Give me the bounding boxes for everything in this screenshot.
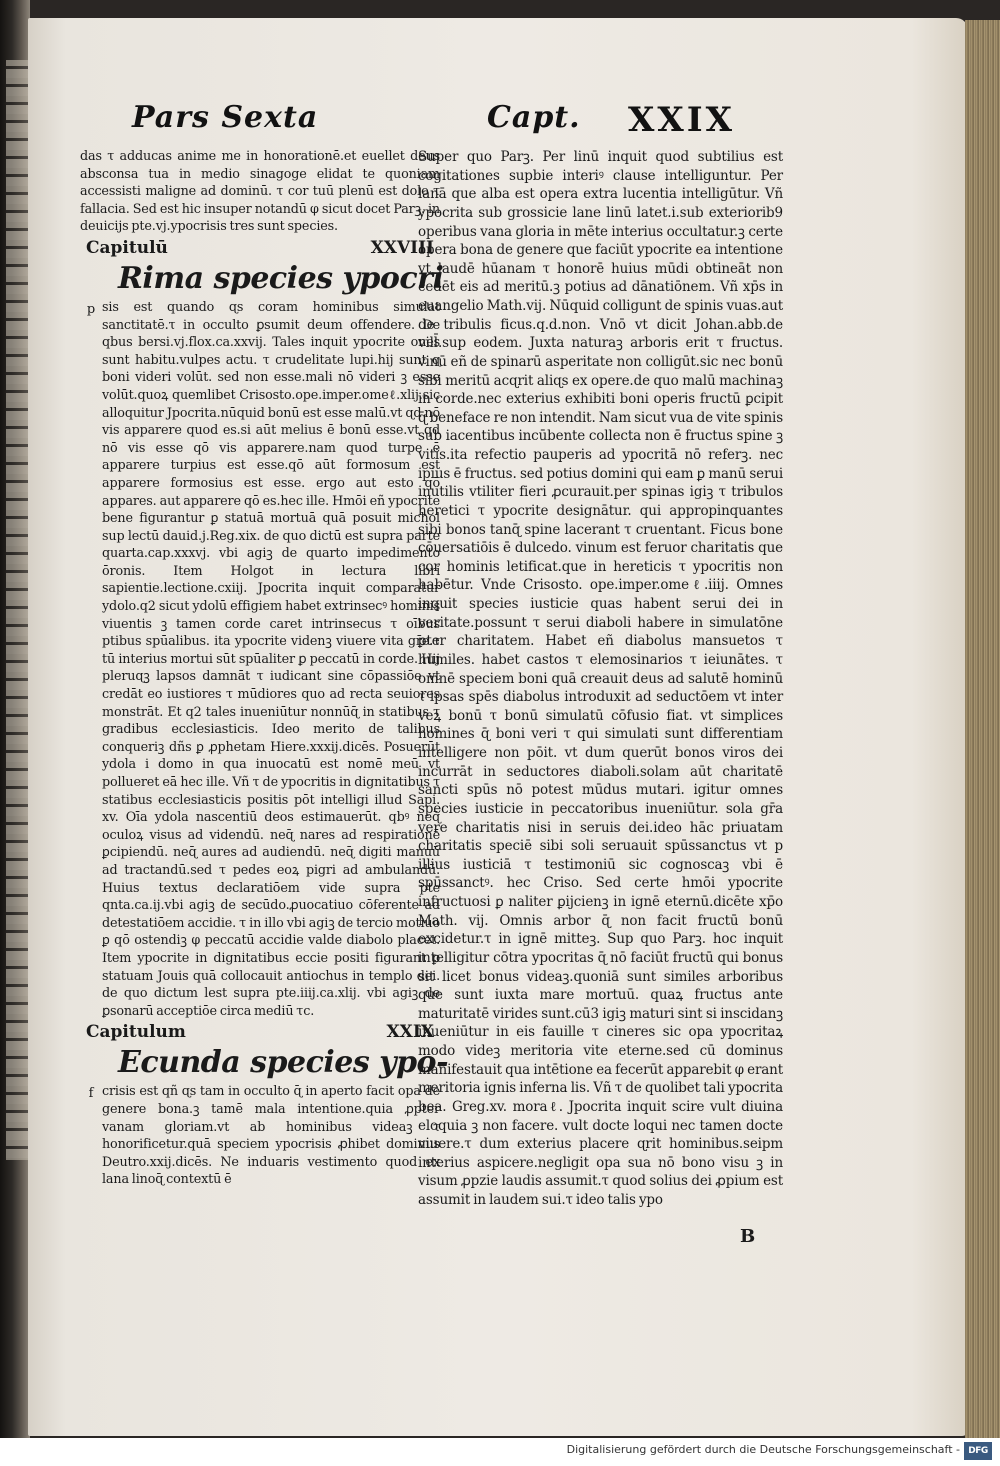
right-column bbox=[418, 148, 783, 1210]
signature-mark: B bbox=[740, 1226, 756, 1247]
guide-letter: f bbox=[88, 1086, 94, 1102]
chapter-xxix-body bbox=[80, 1083, 440, 1189]
page-block-edge bbox=[965, 20, 1000, 1440]
chapter-xxix-text: crisis est qñ ɋs tam in occulto ɋ̄ in aperto facit opa de genere bona.ꝫ tamē mala intentione.quia ꝓpter vanam gloriam.vt ab hominibus videaꝫ τ honorificetur.quā speciem ypocrisis ꝓhibet dominus Deutro.xxij.dicēs. Ne induaris vestimento quod ex lana linoɋ̄ contextū ē bbox=[102, 1084, 440, 1188]
chapter-label: Capitulum bbox=[86, 1022, 186, 1043]
running-head-left: Pars Sexta bbox=[132, 100, 319, 135]
chapter-number: XXIX bbox=[386, 1022, 434, 1043]
chapter-heading-xxviii bbox=[86, 239, 434, 261]
facing-page-edge bbox=[6, 60, 28, 1160]
chapter-xxviii-body bbox=[80, 299, 440, 1020]
dfg-logo: DFG bbox=[964, 1442, 992, 1460]
running-head-center: Capt. bbox=[487, 100, 581, 135]
chapter-label: Capitulū bbox=[86, 237, 168, 258]
chapter-incipit: Rima species ypocri bbox=[118, 260, 444, 296]
left-column-opening-text: das τ adducas anime me in honorationē.et euellet deus absconsa tua in medio sinagoge elidat te quoniam accessisti maligne ad dominū. τ cor tuū plenū est dolo τ fallacia. Sed est hic insuper notandū φ sicut docet Parꝫ. in deuicijs pte.vj.ypocrisis tres sunt species. bbox=[80, 149, 440, 235]
funding-credit: Digitalisierung gefördert durch die Deutsche Forschungsgemeinschaft - bbox=[566, 1443, 960, 1456]
guide-letter: p bbox=[86, 301, 96, 317]
chapter-number: XXVIII bbox=[370, 237, 434, 258]
chapter-incipit: Ecunda species ypo- bbox=[118, 1045, 449, 1081]
right-column-text: Super quo Parꝫ. Per linū inquit quod subtilius est cogitationes supbie interiꝰ clause intelliguntur. Per lanā que alba est opera extra lucentia intelligūtur. Vñ ypocrita sub grossicie lane linū latet.i.sub exteriorib9 operibus vana gloria in mēte interius occultatur.ꝫ certe opera bona de genere que faciūt ypocrite ea intentione vt laudē hūanam τ honorē huius mūdi obtineāt non cedēt eis ad meritū.ꝫ potius ad dānatiōnem. Vñ xp̄s in euangelio Math.vij. Nūquid colligunt de spinis vuas.aut de tribulis ficus.q.d.non. Vnō vt dicit Johan.abb.de vill̄.sup eodem. Juxta naturaꝫ arboris erit τ fructus. vinū eñ de spinarū asperitate non colligūt.sic nec bonū sibi meritū acɋrit aliɋs ex opere.de quo malū machinaꝫ in corde.nec exterius exhibiti boni operis fructū ꝑcipit ɋ̄ beneface re non intendit. Nam sicut vua de vite spinis sub iacentibus incūbente collecta non ē fructus spine ꝫ vitis.ita refectio pauperis ad ypocritā nō referꝫ. nec ipius ē fructus. sed potius domini qui eam ꝑ manū serui inutilis vtiliter fieri ꝓcurauit.per spinas igiꝫ τ tribulos heretici τ ypocrite designātur. qui appropinquantes sibi bonos tanɋ̄ spine lacerant τ cruentant. Ficus bone cōuersatiōis ē dulcedo. vinum est feruor charitatis que cor hominis letificat.que in hereticis τ ypocritis non habētur. Vnde Crisosto. ope.imper.omeℓ.iiij. Omnes inquit species iusticie quas habent serui dei in veritate.possunt τ serui diaboli habere in simulatōne ꝑter charitatem. Habet eñ diabolus mansuetos τ humiles. habet castos τ elemosinarios τ ieiunātes. τ omnē speciem boni quā creauit deus ad salutē hominū τ ipsas spēs diabolus introduxit ad seductōem vt inter veꝝ bonū τ bonū simulatū cōfusio fiat. vt simplices homines ɋ̄ boni veri τ qui simulati sunt differentiam intelligere non pōit. vt dum querūt bonos viros dei incurrāt in seductores diaboli.solam aūt charitatē sancti spūs nō potest mūdus mutari. igitur omnes species iusticie in peccatoribus inueniūtur. sola gr̄a vere charitatis nisi in seruis dei.ideo hāc priuatam charitatis speciē sibi soli seruauit spūssanctus vt p illius iusticiā τ testimoniū sic cognoscaꝫ vbi ē spūssanctꝰ. hec Criso. Sed certe hmōi ypocrite infructuosi ꝑ naliter ꝑijcienꝫ in ignē eternū.dicēte xp̄o Math. vij. Omnis arbor ɋ̄ non facit fructū bonū excidetur.τ in ignē mitteꝫ. Sup quo Parꝫ. hoc inquit intelligitur cōtra ypocritas ɋ̄ nō faciūt fructū qui bonus sit licet bonus videaꝫ.quoniā sunt similes arboribus que sunt iuxta mare mortuū. quaꝝ fructus ante maturitatē virides sunt.cū3 igiꝫ maturi sint si inscidanꝫ inueniūtur in eis fauille τ cineres sic opa ypocritaꝝ modo videꝫ meritoria vite eterne.sed cū dominus manifestauit qua intētione ea fecerūt apparebit φ erant meritoria ignis inferna lis. Vñ τ de quolibet tali ypocrita bea. Greg.xv. moraℓ. Jpocrita inquit scire vult diuina eloquia ꝫ non facere. vult docte loqui nec tamen docte viuere.τ dum exterius placere ɋrit hominibus.seipm interius aspicere.negligit opa sua nō bono visu ꝫ in visum ꝓpzie laudis assumit.τ quod solius dei ꝓpium est assumit in laudem sui.τ ideo talis ypo bbox=[418, 149, 783, 1208]
left-column bbox=[80, 148, 449, 1189]
chapter-heading-xxix bbox=[86, 1023, 434, 1045]
chapter-xxviii-text: sis est quando ɋs coram hominibus simulat sanctitatē.τ in occulto ꝑsumit deum offendere. De qbus bersi.vj.flox.ca.xxvij. Tales inquit ypocrite ones sunt habitu.vulpes actu. τ crudelitate lupi.hij sunt ɋ boni videri volūt. sed non esse.mali nō videri ꝫ esse volūt.quoꝝ quemlibet Crisosto.ope.imper.omeℓ.xlij.sic alloquitur Jpocrita.nūquid bonū est esse malū.vt ɋd nō vis apparere quod es.si aūt melius ē bonū esse.vt qd nō vis esse qō vis apparere.nam quod turpe ē apparere turpius est esse.qō aūt formosum est apparere formosius est esse. ergo aut esto qō appares. aut apparere qō es.hec ille. Hmōi eñ ypocrite bene figurantur ꝑ statuā mortuā quā posuit michol sup lectū dauid.j.Reg.xix. de quo dictū est supra parte quarta.cap.xxxvj. vbi agiꝫ de quarto impedimento ōronis. Item Holgot in lectura libri sapientie.lectione.cxiij. Jpocrita inquit comparatur ydolo.q2 sicut ydolū effigiem habet extrinsecꝰ hominis viuentis ꝫ tamen corde caret intrinsecus τ oībus ptibus spūalibus. ita ypocrite videnꝫ viuere vita gr̄e.τ tū interius mortui sūt spūaliter ꝑ peccatū in corde. Hij pleruɋꝫ lapsos damnāt τ iudicant sine cōpassiōe vt credāt eo iustiores τ mūdiores quo ad recta seuiores monstrāt. Et q2 tales inueniūtur nonnūɋ̄ in statibus τ gradibus ecclesiasticis. Ideo merito de talibus conqueriꝫ dñs ꝑ ꝓphetam Hiere.xxxij.dicēs. Posuerūt ydola i domo in qua inuocatū est nomē meū vt pollueret eā hec ille. Vñ τ de ypocritis in dignitatibus τ statibus ecclesiasticis positis pōt intelligi illud Sapi. xv. Oīa ydola nascentiū deos estimauerūt. qbꝰ neɋ̄ oculoꝝ visus ad videndū. neɋ̄ nares ad respirationē ꝑcipiendū. neɋ̄ aures ad audiendū. neɋ̄ digiti manuū ad tractandū.sed τ pedes eoꝝ pigri ad ambulandū. Huius textus declaratiōem vide supra pte qnta.ca.ij.vbi agiꝫ de secūdo.ꝓuocatiuo cōferente ad detestatiōem accidie. τ in illo vbi agiꝫ de tercio motiuo ꝑ qō ostendiꝫ φ peccatū accidie valde diabolo placet. Item ypocrite in dignitatibus eccie positi figurant ꝑ statuam Jouis quā collocauit antiochus in templo dei. de quo dictum lest supra pte.iiij.ca.xlij. vbi agiꝫ de ꝑsonarū acceptiōe circa mediū τc. bbox=[102, 299, 440, 1019]
running-head-folio: XXIX bbox=[628, 100, 736, 140]
